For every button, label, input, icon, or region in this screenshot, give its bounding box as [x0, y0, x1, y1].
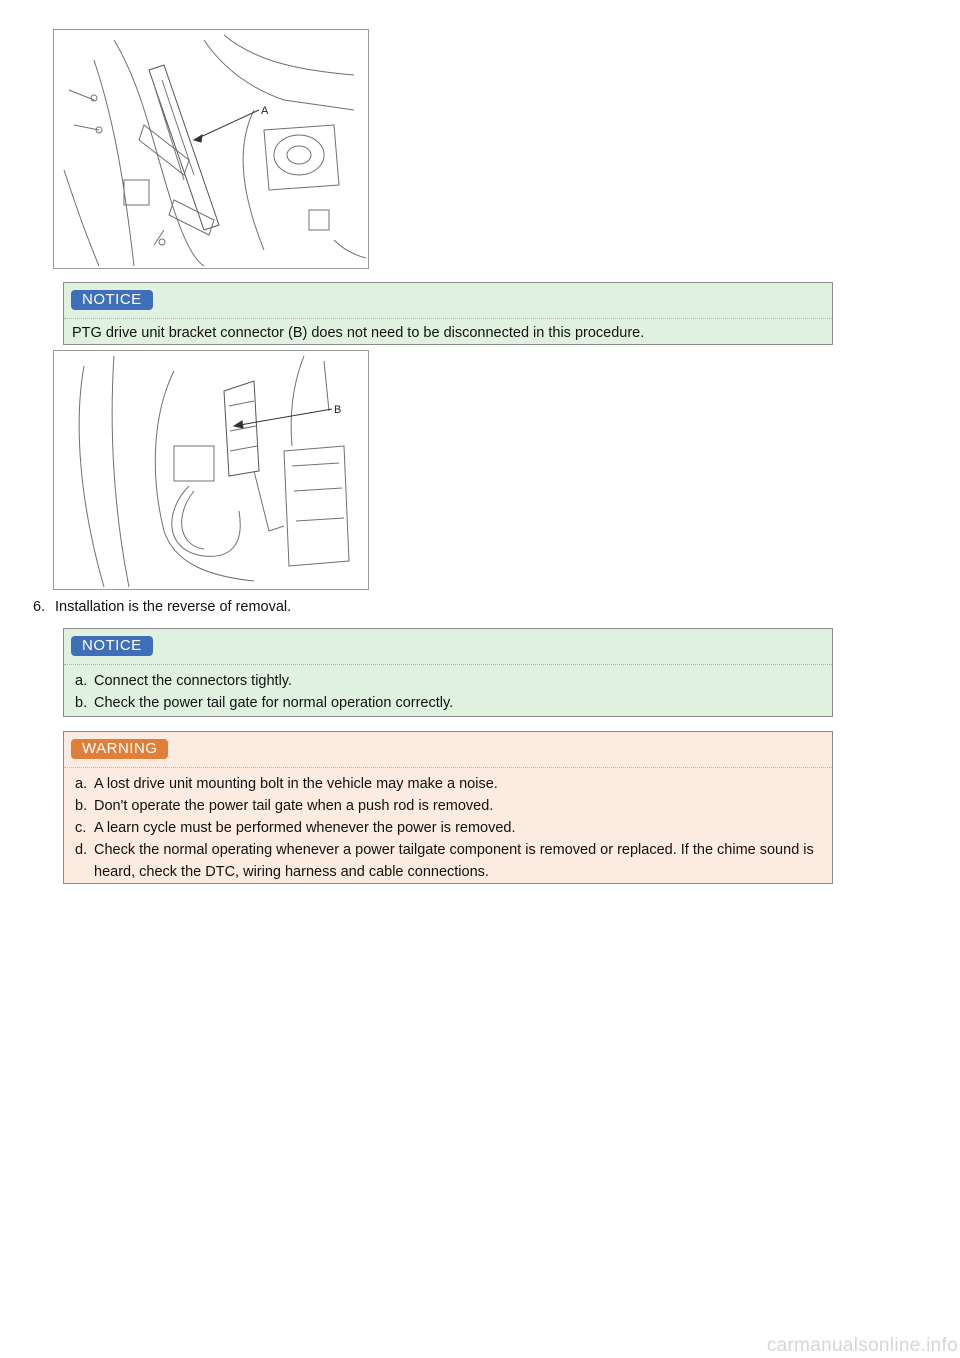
list-text: Connect the connectors tightly. [94, 673, 293, 689]
notice-badge: NOTICE [71, 290, 153, 310]
notice-box-2 [63, 628, 833, 717]
notice-list [64, 665, 832, 722]
list-text: A learn cycle must be performed whenever the power is removed. [94, 820, 516, 836]
list-marker: a. [75, 673, 88, 689]
list-item [72, 670, 822, 692]
step-number: 6. [33, 599, 46, 615]
notice-text: PTG drive unit bracket connector (B) does not need to be disconnected in this procedure. [72, 325, 645, 341]
list-marker: b. [75, 798, 88, 814]
list-item [72, 773, 822, 795]
list-item [72, 839, 822, 883]
warning-box [63, 731, 833, 884]
drive-unit-illustration [54, 30, 368, 268]
list-item [72, 795, 822, 817]
notice-header [64, 283, 832, 319]
notice-badge: NOTICE [71, 636, 153, 656]
warning-badge: WARNING [71, 739, 168, 759]
watermark: carmanualsonline.info [766, 1335, 958, 1356]
warning-list [64, 768, 832, 891]
figure-connector [53, 350, 369, 590]
step-6 [33, 598, 291, 616]
callout-b: B [334, 404, 342, 416]
warning-header [64, 732, 832, 768]
step-text: Installation is the reverse of removal. [55, 599, 292, 615]
list-marker: b. [75, 695, 88, 711]
callout-a: A [261, 105, 269, 117]
list-marker: a. [75, 776, 88, 792]
list-marker: d. [75, 842, 88, 858]
list-text: Check the power tail gate for normal operation correctly. [94, 695, 454, 711]
connector-illustration [54, 351, 368, 589]
list-marker: c. [75, 820, 87, 836]
list-item [72, 817, 822, 839]
list-text: A lost drive unit mounting bolt in the vehicle may make a noise. [94, 776, 498, 792]
list-item [72, 692, 822, 714]
figure-drive-unit [53, 29, 369, 269]
list-text: Don't operate the power tail gate when a push rod is removed. [94, 798, 494, 814]
notice-box-1 [63, 282, 833, 345]
list-text: Check the normal operating whenever a power tailgate component is removed or replaced. If the chime sound is heard, check the DTC, wiring harness and cable connections. [94, 842, 814, 880]
notice-header [64, 629, 832, 665]
